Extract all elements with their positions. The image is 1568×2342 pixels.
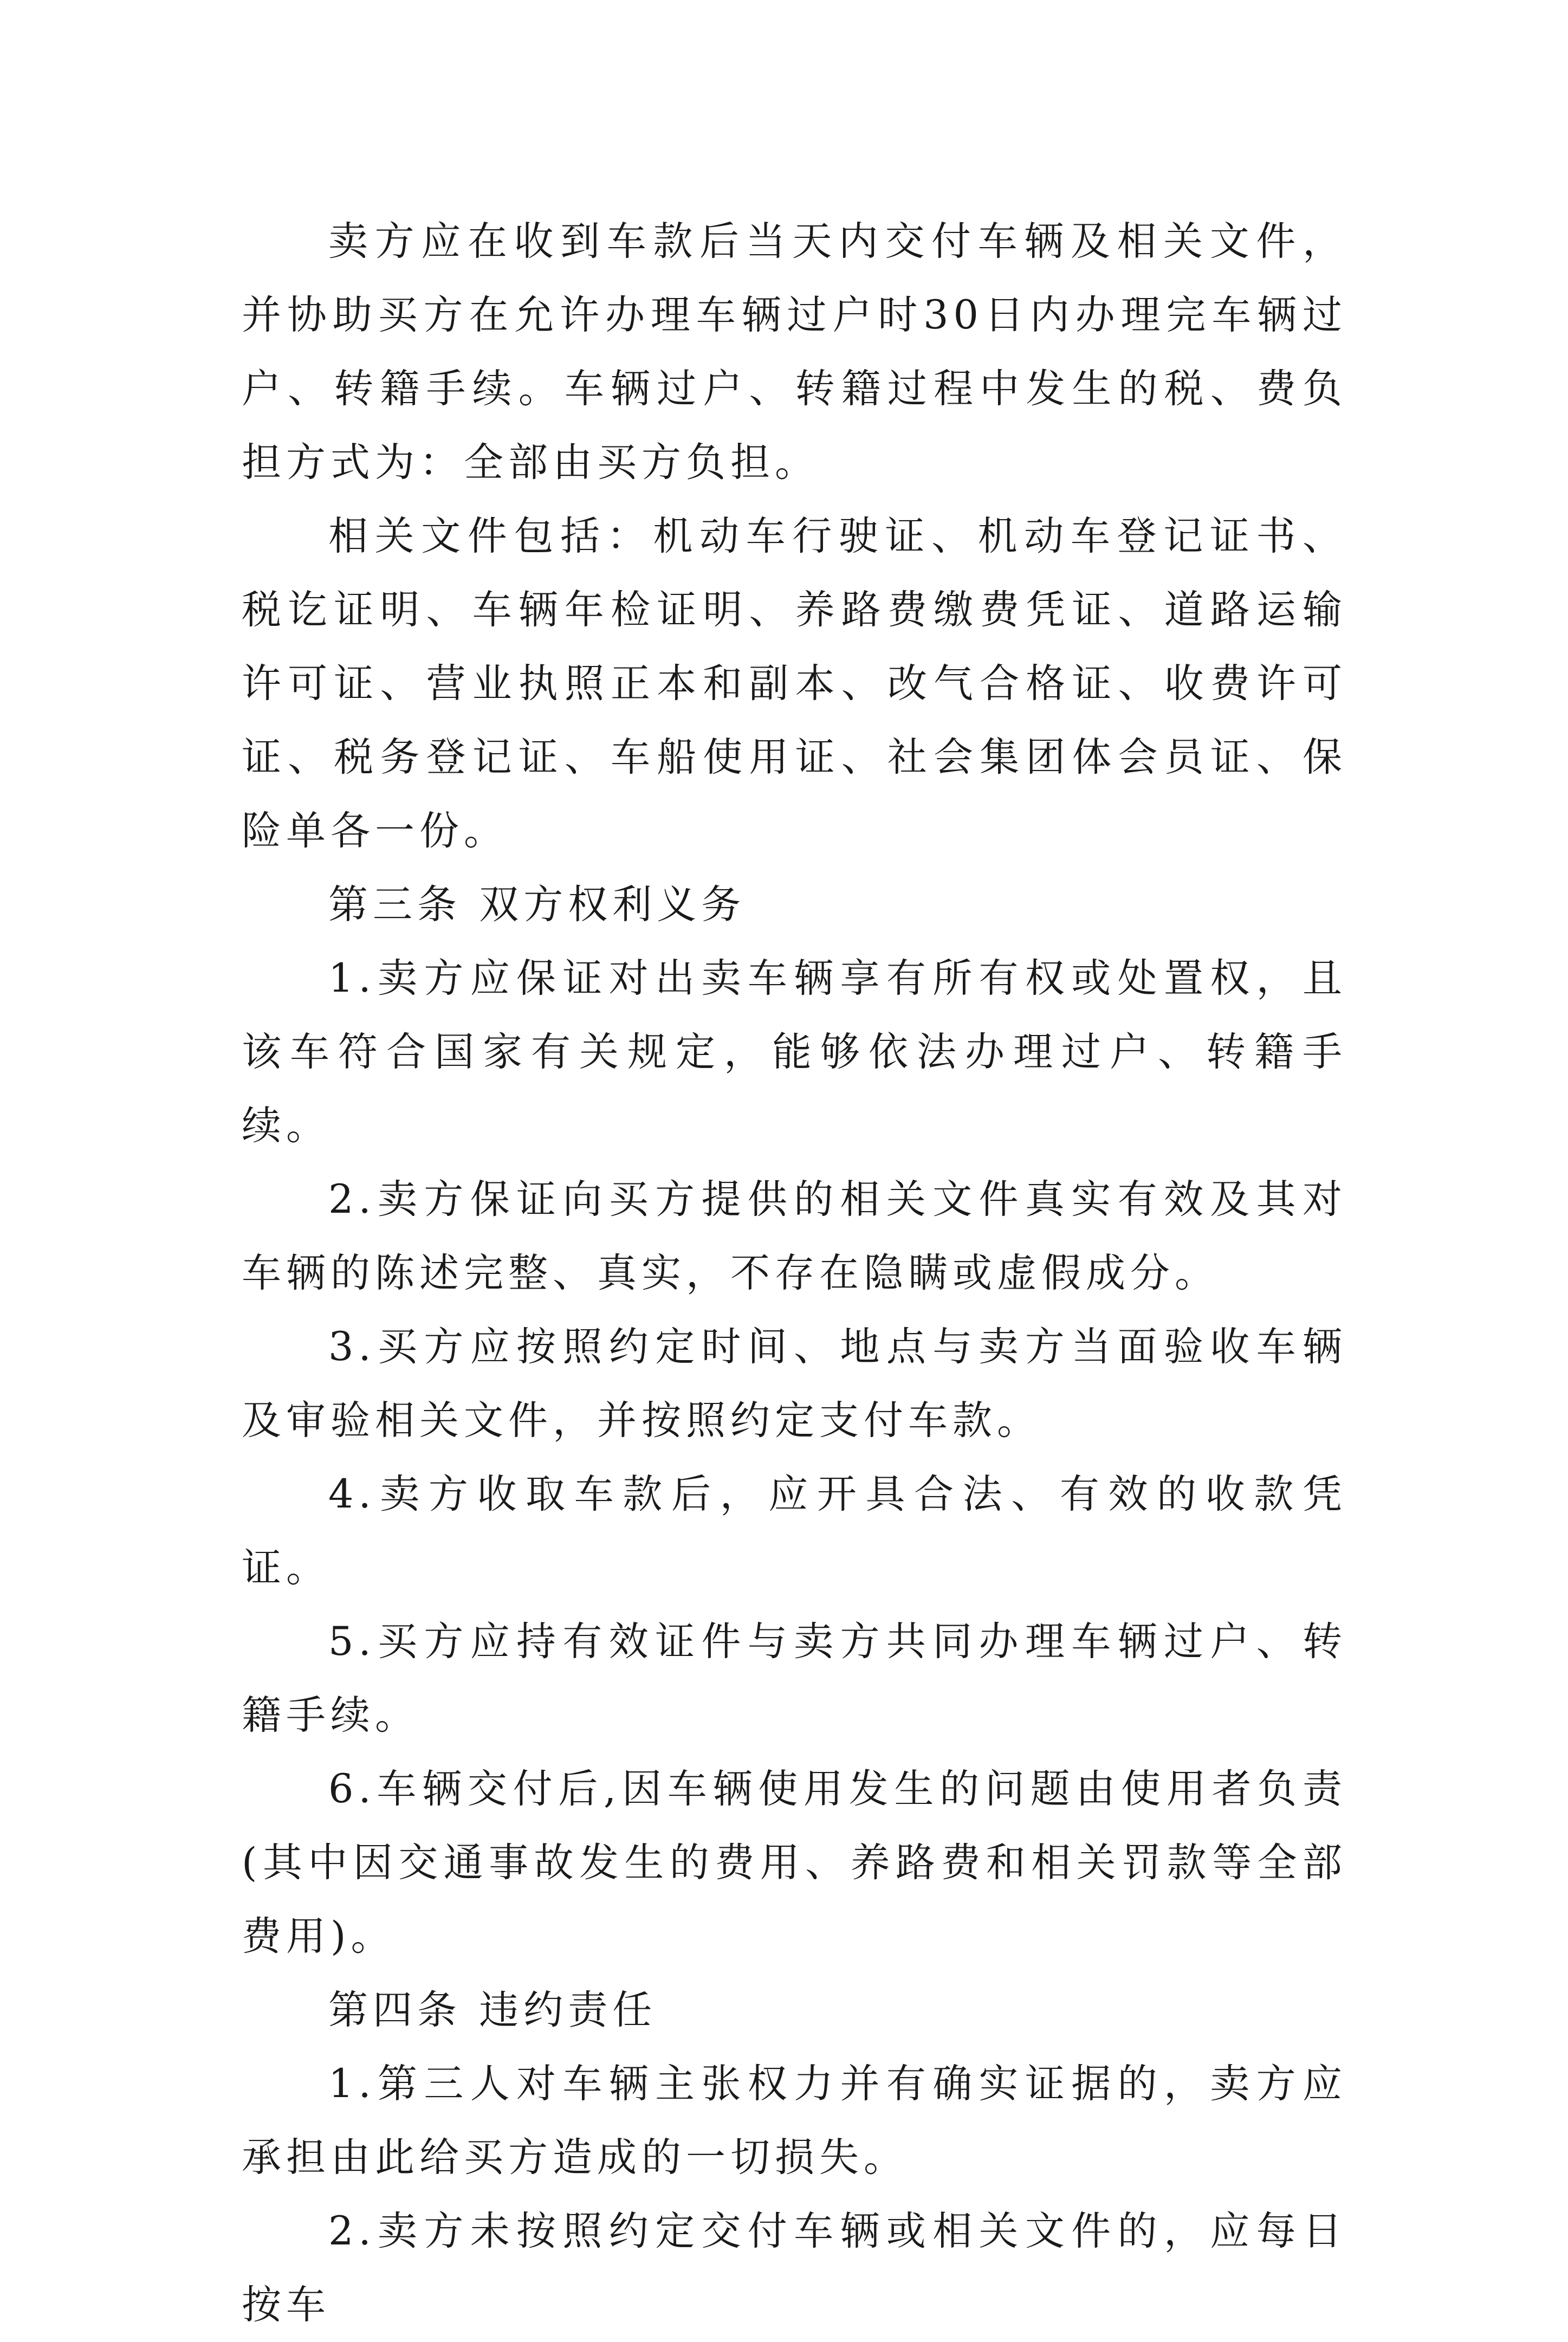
article-4-heading: 第四条 违约责任: [328, 1987, 657, 2033]
article-3-item-6: 6.车辆交付后,因车辆使用发生的问题由使用者负责(其中因交通事故发生的费用、养路费和相关罚款等全部费用)。: [242, 1766, 1347, 1959]
article-3-item-2: 2.卖方保证向买方提供的相关文件真实有效及其对车辆的陈述完整、真实，不存在隐瞒或虚假成分。: [242, 1176, 1347, 1296]
article-3-item-5: 5.买方应持有效证件与卖方共同办理车辆过户、转籍手续。: [242, 1619, 1347, 1738]
contract-body: [242, 205, 1347, 2342]
article-4-item-1: 1.第三人对车辆主张权力并有确实证据的，卖方应承担由此给买方造成的一切损失。: [242, 2061, 1347, 2181]
article-3-item-4: 4.卖方收取车款后，应开具合法、有效的收款凭证。: [242, 1471, 1347, 1591]
article-3-item-1: 1.卖方应保证对出卖车辆享有所有权或处置权，且该车符合国家有关规定，能够依法办理过户、转籍手续。: [242, 955, 1347, 1149]
article-3-item-3: 3.买方应按照约定时间、地点与卖方当面验收车辆及审验相关文件，并按照约定支付车款。: [242, 1324, 1347, 1444]
article-3-heading: 第三条 双方权利义务: [328, 882, 746, 928]
article-4-item-2: 2.卖方未按照约定交付车辆或相关文件的，应每日按车: [242, 2208, 1347, 2328]
paragraph-related-documents: 相关文件包括：机动车行驶证、机动车登记证书、税讫证明、车辆年检证明、养路费缴费凭证、道路运输许可证、营业执照正本和副本、改气合格证、收费许可证、税务登记证、车船使用证、社会集团体会员证、保险单各一份。: [242, 513, 1347, 854]
paragraph-delivery-terms: 卖方应在收到车款后当天内交付车辆及相关文件，并协助买方在允许办理车辆过户时30日内办理完车辆过户、转籍手续。车辆过户、转籍过程中发生的税、费负担方式为：全部由买方负担。: [242, 218, 1347, 486]
